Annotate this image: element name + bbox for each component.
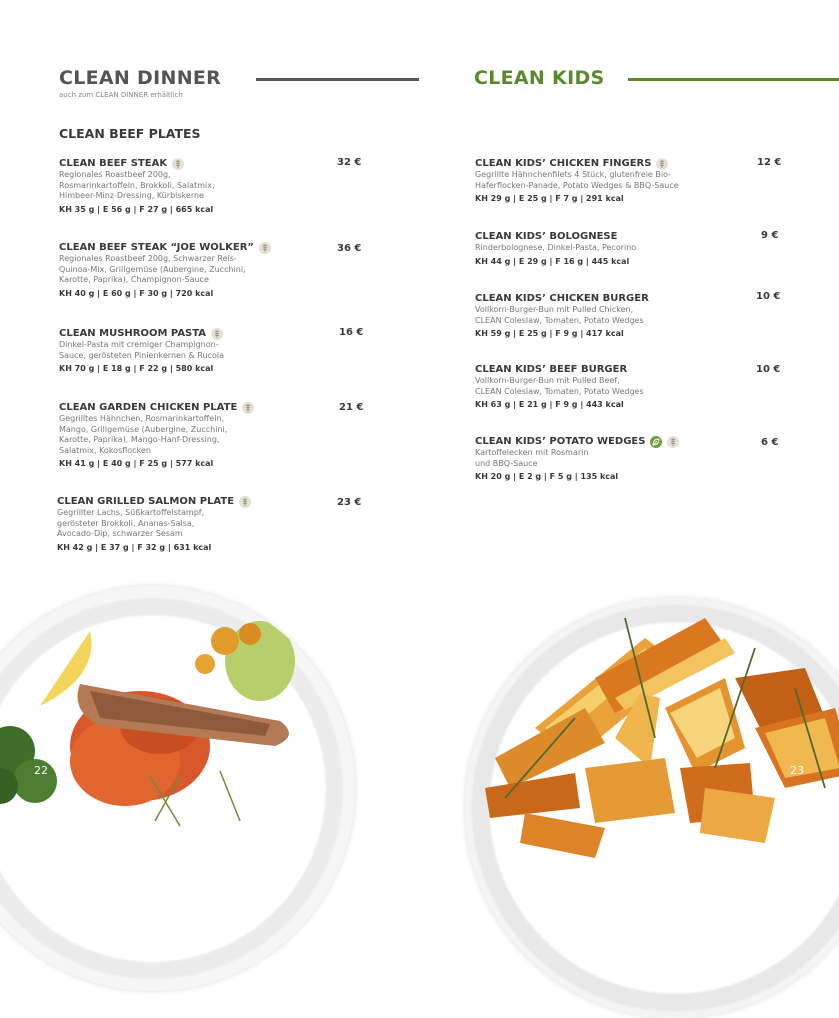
menu-item-price: 23 € (337, 497, 362, 508)
menu-item (59, 401, 254, 470)
menu-item-price: 10 € (756, 291, 781, 302)
menu-item-desc-line: CLEAN Coleslaw, Tomaten, Potato Wedges (475, 315, 644, 325)
menu-item-name: CLEAN KIDS’ CHICKEN FINGERS (475, 157, 679, 170)
menu-item-price: 32 € (337, 157, 362, 168)
menu-item-name: CLEAN KIDS’ BEEF BURGER (475, 364, 628, 375)
kids-title-rule (628, 78, 839, 81)
menu-item-name: CLEAN GARDEN CHICKEN PLATE (59, 401, 254, 414)
menu-item (475, 230, 636, 268)
menu-item-name: CLEAN BEEF STEAK (59, 157, 215, 170)
gluten-free-icon (656, 158, 668, 170)
menu-item (59, 241, 271, 300)
menu-item-desc-line: Quinoa-Mix, Grillgemüse (Aubergine, Zucchini, (59, 264, 246, 274)
dinner-title: CLEAN DINNER (59, 67, 222, 89)
menu-item-price: 16 € (339, 327, 364, 338)
menu-item-nutrition: KH 20 g | E 2 g | F 5 g | 135 kcal (475, 472, 619, 481)
menu-item-name: CLEAN KIDS’ BOLOGNESE (475, 231, 618, 242)
menu-item-price: 36 € (337, 243, 362, 254)
menu-item-nutrition: KH 41 g | E 40 g | F 25 g | 577 kcal (59, 459, 214, 468)
menu-item-desc-line: Haferflocken-Panade, Potato Wedges & BBQ-Sauce (475, 180, 679, 190)
menu-item-desc-line: und BBQ-Sauce (475, 458, 538, 468)
menu-item-nutrition: KH 42 g | E 37 g | F 32 g | 631 kcal (57, 542, 212, 552)
menu-item-desc-line: Mango, Grillgemüse (Aubergine, Zucchini, (59, 424, 228, 434)
menu-item (475, 435, 679, 483)
menu-item-desc-line: Sauce, gerösteten Pinienkernen & Rucola (59, 350, 225, 360)
menu-item-nutrition: KH 40 g | E 60 g | F 30 g | 720 kcal (59, 288, 214, 298)
menu-item-price: 6 € (761, 437, 779, 448)
page-number: 22 (34, 764, 48, 777)
gluten-free-icon (667, 436, 679, 448)
menu-item-price: 9 € (761, 230, 779, 241)
menu-item-desc-line: Gegrillter Lachs, Süßkartoffelstampf, (57, 508, 205, 517)
menu-item-price: 21 € (339, 402, 364, 413)
menu-item-nutrition: KH 29 g | E 25 g | F 7 g | 291 kcal (475, 194, 624, 203)
menu-item (475, 292, 649, 340)
menu-item (59, 157, 215, 216)
menu-item-name: CLEAN GRILLED SALMON PLATE (57, 495, 251, 508)
gluten-free-icon (242, 402, 254, 414)
menu-item-desc-line: Rosmarinkartoffeln, Brokkoli, Salatmix, (59, 180, 215, 190)
gluten-free-icon (172, 158, 184, 170)
menu-item-desc-line: Dinkel-Pasta mit cremiger Champignon- (59, 340, 219, 349)
menu-item-nutrition: KH 63 g | E 21 g | F 9 g | 443 kcal (475, 400, 624, 409)
menu-item-desc-line: Regionales Roastbeef 200g, Schwarzer Reis- (59, 254, 237, 263)
gluten-free-icon (259, 242, 271, 254)
menu-item-nutrition: KH 70 g | E 18 g | F 22 g | 580 kcal (59, 364, 214, 373)
menu-item-desc-line: Kartoffelecken mit Rosmarin (475, 448, 589, 457)
dinner-subnote: auch zum CLEAN DINNER erhältlich (59, 91, 183, 99)
menu-item-desc-line: CLEAN Coleslaw, Tomaten, Potato Wedges (475, 386, 644, 396)
menu-item (59, 327, 224, 375)
gluten-free-icon (239, 496, 251, 508)
menu-item-nutrition: KH 59 g | E 25 g | F 9 g | 417 kcal (475, 329, 624, 338)
menu-item-name: CLEAN BEEF STEAK “JOE WOLKER” (59, 241, 271, 254)
menu-item-desc-line: Regionales Roastbeef 200g, (59, 170, 171, 179)
menu-item-desc-line: Gegrillte Hähnchenfilets 4 Stück, glutenfreie Bio- (475, 170, 672, 179)
page-number: 23 (790, 764, 804, 777)
menu-item (57, 495, 251, 554)
menu-item-desc-line: Himbeer-Minz-Dressing, Kürbiskerne (59, 191, 204, 200)
potato-wedges-plate-image (465, 598, 839, 1018)
menu-item-desc-line: Vollkorn-Burger-Bun mit Pulled Chicken, (475, 305, 634, 314)
salmon-plate-image (0, 586, 355, 991)
menu-item-desc-line: Karotte, Paprika), Champignon-Sauce (59, 275, 209, 284)
dinner-title-rule (256, 78, 419, 81)
menu-item-nutrition: KH 44 g | E 29 g | F 16 g | 445 kcal (475, 256, 630, 266)
menu-item-name: CLEAN KIDS’ POTATO WEDGES (475, 435, 679, 448)
menu-item-desc-line: Avocado-Dip, schwarzer Sesam (57, 529, 183, 538)
beef-plates-heading: CLEAN BEEF PLATES (59, 126, 201, 141)
menu-item-name: CLEAN MUSHROOM PASTA (59, 327, 224, 340)
menu-item-desc-line: Karotte, Paprika), Mango-Hanf-Dressing, (59, 435, 220, 444)
menu-item-desc-line: Gegrilltes Hähnchen, Rosmarinkartoffeln, (59, 414, 225, 423)
menu-item (475, 157, 679, 205)
kids-title: CLEAN KIDS (474, 67, 605, 89)
gluten-free-icon (211, 328, 223, 340)
menu-item (475, 363, 644, 411)
menu-item-nutrition: KH 35 g | E 56 g | F 27 g | 665 kcal (59, 204, 214, 214)
menu-item-desc-line: Salatmix, Kokosflocken (59, 445, 151, 455)
vegan-leaf-icon (650, 436, 662, 448)
menu-item-price: 12 € (757, 157, 782, 168)
menu-item-price: 10 € (756, 364, 781, 375)
menu-item-desc-line: gerösteter Brokkoli, Ananas-Salsa, (57, 518, 195, 528)
menu-item-name: CLEAN KIDS’ CHICKEN BURGER (475, 293, 649, 304)
menu-item-desc-line: Vollkorn-Burger-Bun mit Pulled Beef, (475, 376, 620, 385)
menu-item-desc-line: Rinderbolognese, Dinkel-Pasta, Pecorino (475, 243, 637, 252)
